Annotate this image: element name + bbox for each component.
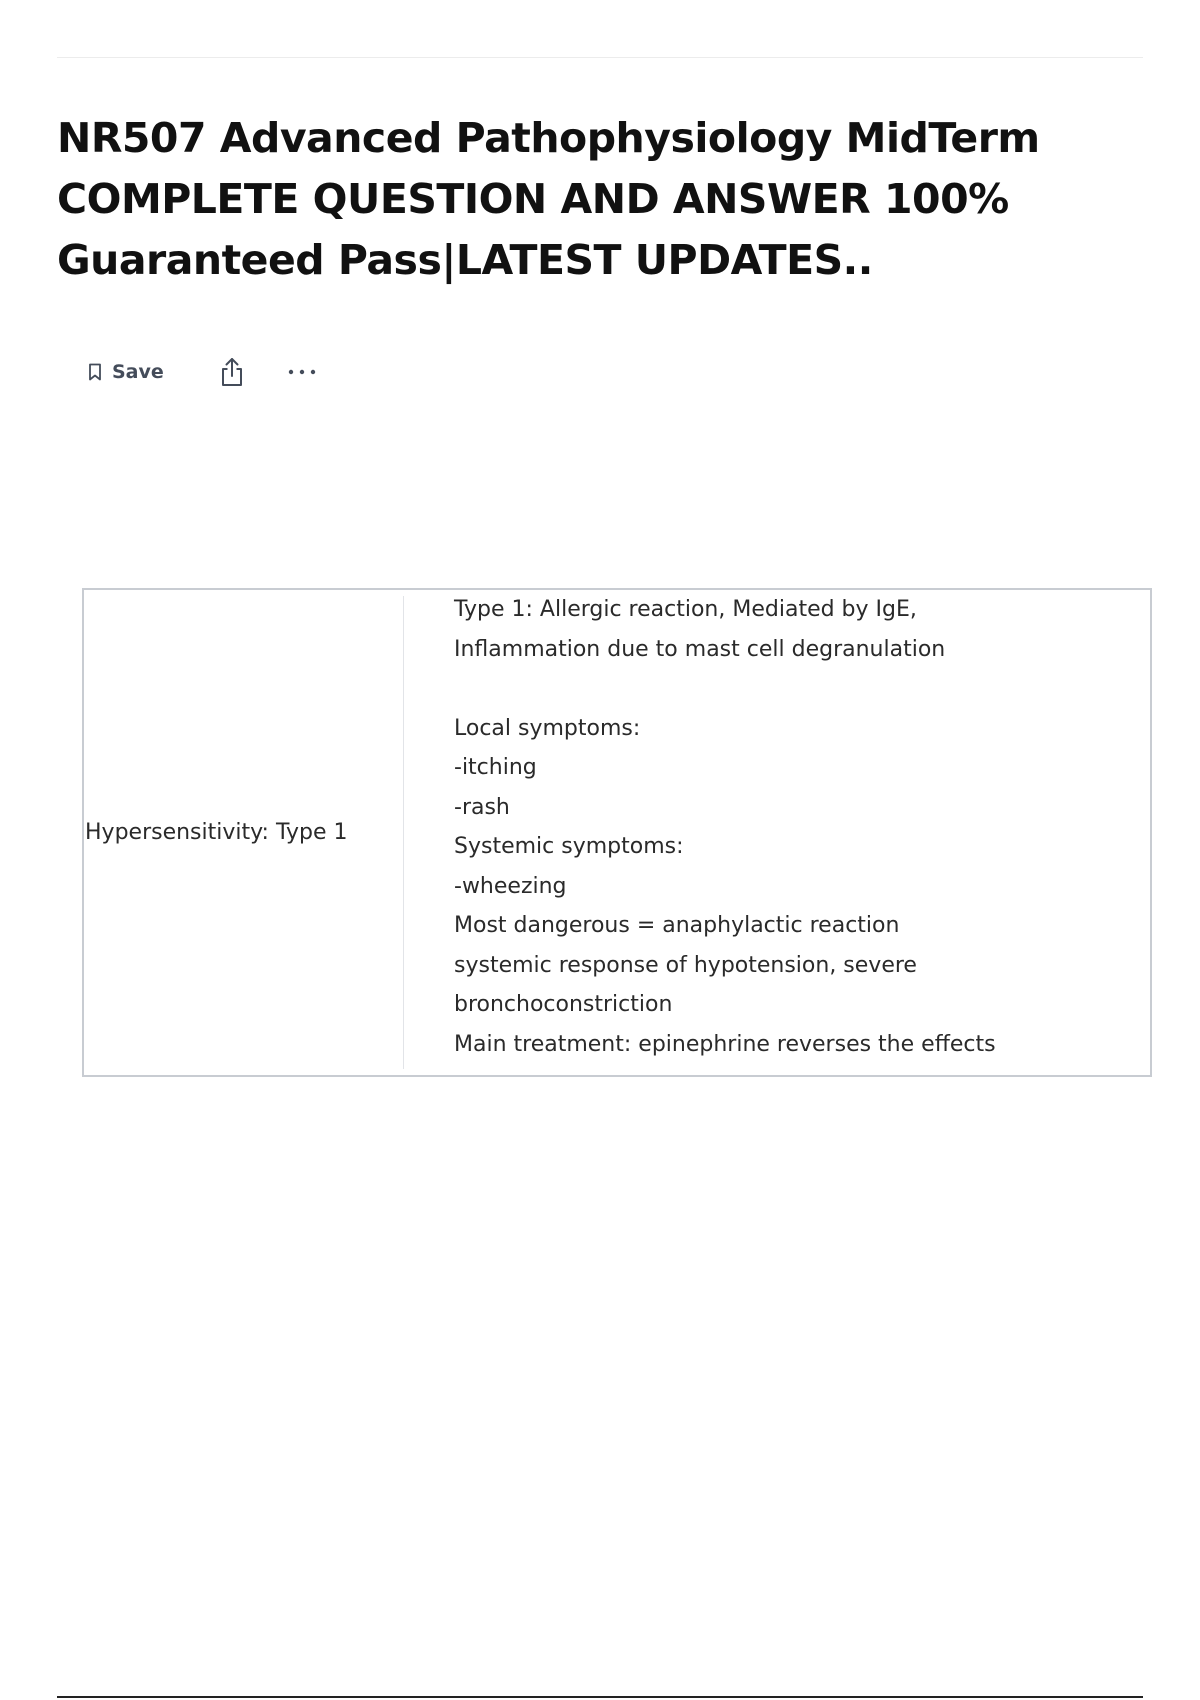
definition-line: -rash (454, 794, 510, 820)
bottom-divider (57, 1696, 1143, 1698)
more-options-button[interactable] (282, 352, 322, 392)
top-divider (57, 57, 1143, 58)
term-text: Hypersensitivity: Type 1 (85, 820, 348, 845)
bookmark-icon (88, 363, 102, 381)
definition-line (454, 669, 1150, 709)
save-button-label: Save (112, 361, 164, 383)
document-toolbar (80, 352, 322, 392)
definition-line: bronchoconstriction (454, 992, 673, 1017)
definition-cell (404, 590, 1150, 1075)
definition-line: systemic response of hypotension, severe (454, 952, 917, 978)
page-title: NR507 Advanced Pathophysiology MidTerm COMPLETE QUESTION AND ANSWER 100% Guaranteed Pass|LATEST UPDATES.. (57, 114, 1040, 284)
definition-line: Inflammation due to mast cell degranulation (454, 636, 946, 662)
definition-line: Systemic symptoms: (454, 834, 684, 859)
definition-line: Most dangerous = anaphylactic reaction (454, 913, 900, 938)
definition-line: -wheezing (454, 873, 567, 899)
flashcard-table (82, 588, 1152, 1077)
definition-line: Main treatment: epinephrine reverses the effects (454, 1031, 996, 1057)
definition-line: -itching (454, 755, 537, 780)
term-cell (84, 596, 404, 1069)
save-button[interactable] (80, 352, 172, 392)
more-horizontal-icon (287, 368, 317, 376)
definition-line: Type 1: Allergic reaction, Mediated by IgE, (454, 597, 917, 622)
share-icon (219, 357, 245, 387)
definition-line: Local symptoms: (454, 715, 641, 741)
share-button[interactable] (212, 352, 252, 392)
